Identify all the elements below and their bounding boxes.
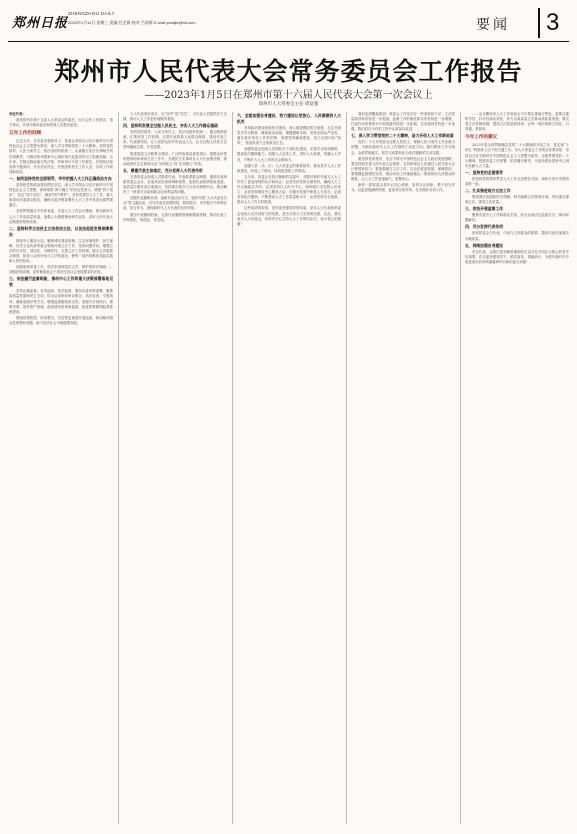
byline: 郑州市人大常委会主任 周富强 <box>258 101 319 106</box>
newspaper-name-english: ZHENGZHOU DAILY <box>68 11 115 16</box>
masthead <box>8 6 569 42</box>
section-heading: 五、尊重代表主体地位，充分发挥人大代表作用 <box>123 167 203 173</box>
section-heading: 一、始终坚持党的全面领导，牢牢把握人大工作正确政治方向 <box>9 175 112 181</box>
paragraph: 全面贯彻落实中央和省委、市委人大工作会议精神，推动新时代人大工作高质量发展，加强人大制度理论研究宣传，讲好人民代表大会制度的郑州故事。 <box>9 209 113 224</box>
section-heading: 五年工作的回顾 <box>9 131 42 137</box>
paragraph: 围绕中心服务大局，聚焦城市建设管理、生态环境保护、民生保障、历史文化传承等重点领域开展立法工作，坚持问题导向，增强立法的针对性、适用性、可操作性。完善立法工作机制，健全立法联系点制度，拓宽公众有序参与立法的途径，使每一部法规都经得起实践和人民的检验。 <box>9 238 113 264</box>
newspaper-logo: 郑州日报 <box>12 16 69 31</box>
section-heading: 一、坚持党的全面领导 <box>465 169 503 175</box>
issue-meta: 2023年1月11日 星期三 责编 任艺霖 校对 吕前辉 E-mail:yaolijie@hlt.com <box>68 20 196 25</box>
section-heading: 七、深入学习贯彻党的二十大精神，奋力开创人大工作新局面 <box>351 133 454 139</box>
paragraph: 加强与县（市、区）人大常委会的联系指导，推动县乡人大工作和建设，形成上下联动、协同推进的工作格局。 <box>237 163 341 173</box>
paragraph: 我们也清醒地看到，常委会工作还存在一些差距和不足：立法质量和效率有待进一步提高，监督工作的刚性和实效有待进一步增强，代表作用发挥的平台和渠道有待进一步拓展，自身建设有待进一步加强。我们将在今后的工作中认真加以改进。 <box>351 112 455 132</box>
paragraph: 密切常委会与代表、代表与人民群众的联系，提高代表议案建议办理质量。 <box>465 231 569 241</box>
paragraph: 过去五年，在市委坚强领导下，常委会坚持以习近平新时代中国特色社会主义思想为指导，深入学习贯彻党的二十大精神，坚持党的领导、人民当家作主、依法治国有机统一，认真履行宪法法律赋予的各项职责，为推动郑州国家中心城市现代化建设作出了积极贡献。五年来，共制定修改地方性法规，听取审议专项工作报告，开展执法检查和专题询问，作出决议决定，任免国家机关工作人员，各项工作取得新成效。 <box>9 139 113 174</box>
paragraph: 人大代表来信来访，以“民声”促“民生”，为代表人员提供有力支撑，推动人大工作更好地服务基层。 <box>123 112 227 122</box>
article-column-2 <box>123 112 227 824</box>
section-heading: 二、扎实推进地方立法工作 <box>465 188 511 194</box>
section-heading: 四、坚持和发展全过程人民民主，夯实人大工作群众基础 <box>123 123 218 129</box>
section-heading: 三、依法履行监督职能，推动中心工作和重大决策部署落地见效 <box>9 276 113 288</box>
paragraph: ……会议期间市人大工作座谈会不仅要注重地方特色，更要注重科学性、针对性和实效性，努力以高质量立法推动高质量发展。要完善立法体制机制，提高立法质量和效率，让每一部法规都立得住、行得通、真管用。 <box>465 112 569 132</box>
article-column-1 <box>9 112 113 824</box>
section-heading: 二、坚持科学立法民主立法依法立法，以良法促进发展保障善治 <box>9 225 113 237</box>
section-name: 要闻 <box>476 16 510 32</box>
paragraph: 健全代表履职档案，完善代表履职管理和激励机制，推动代表工作制度化、规范化、常态化。 <box>123 212 227 222</box>
paragraph: 党的二十大对发展全过程人民民主、保障人民当家作主作出重大部署，为做好新时代人大工作指明了前进方向。我们要深入学习领会，全面贯彻落实，把学习成果转化为依法履职的生动实践。 <box>351 140 455 155</box>
paragraph: 各位代表，让我们更加紧密地团结在以习近平同志为核心的党中央周围，在市委坚强领导下，踔厉奋发、勇毅前行，为谱写新时代中原更加出彩的绚丽篇章作出新的更大贡献！ <box>465 249 569 264</box>
article-column-4 <box>351 112 455 824</box>
paragraph: 加强备案审查工作，依法审查规范性文件，维护国家法制统一。加强法规清理，及时修改废止不适应经济社会发展要求的法规。 <box>9 265 113 275</box>
paragraph: 聚焦市委中心工作和群众关切，综合运用法定监督方式，推动问题解决。 <box>465 213 569 223</box>
paragraph: 加强常委会组成人员和机关干部队伍建设，完善学习培训制度，提高依法履职能力。加强人大宣传工作，讲好人大故事，传播人大声音，不断扩大人大工作的社会影响力。 <box>237 147 341 162</box>
paragraph: 新的一届常委会将牢记初心使命，坚持守正创新，勇于担当作为，以更加饱满的热情、更加务实的作风，扎实做好各项工作。 <box>351 183 455 193</box>
column-rule <box>460 112 461 824</box>
paragraph: 完善常委会组成人员联系代表、代表联系群众制度，邀请代表列席常委会会议、参加执法检查和调研视察，拓展代表知情知政渠道。高质量办理代表议案建议，坚持重点督办与分类办理相结合，推动解决了一批事关全局和群众切身利益的问题。 <box>123 174 227 195</box>
paragraph: 这些成绩的取得，是市委坚强领导的结果，是市人大代表和常委会组成人员共同努力的结果，是各方面大力支持的结果。在此，我代表市人大常委会，向所有关心支持人大工作的同志们，表示衷心的感谢！ <box>237 206 341 226</box>
column-rule <box>346 112 347 824</box>
page-number: 3 <box>538 8 568 38</box>
article-body <box>9 112 569 824</box>
paragraph: 围绕疫情防控、防汛救灾、灾后恢复重建开展监督，推动解决群众急难愁盼问题，助力经济社会平稳健康发展。 <box>9 315 113 325</box>
article-column-3 <box>237 112 341 824</box>
paragraph: 推进基层立法联系点建设，广泛听取基层意见建议，把群众所思所想所盼体现到立法工作中。开展民生实事项目人大代表票决制，推动政府民生实事项目由“为民做主”向“由民做主”转变。 <box>123 151 227 166</box>
paragraph: 坚持把党的政治建设摆在首位，深入学习领会习近平新时代中国特色社会主义思想，深刻领悟“两个确立”的决定性意义，增强“四个意识”、坚定“四个自信”、做到“两个维护”。坚持党领导人大工作，重大事项向市委请示报告，确保市委决策部署在人大工作中得到全面贯彻落实。 <box>9 182 113 208</box>
paragraph: 五年来，常委会在依法履职的实践中，对做好新时代地方人大工作有了更加深刻的认识和体会：必须坚持党的全面领导，确保人大工作正确政治方向；必须坚持以人民为中心，始终践行全过程人民民主；必须坚持围绕中心服务大局，在服务发展中彰显人大担当；必须坚持依法履职，不断提高人大工作质量和水平；必须坚持守正创新，推动人大工作与时俱进。 <box>237 174 341 205</box>
article-column-5 <box>465 112 569 824</box>
section-heading: 四、充分发挥代表作用 <box>465 224 503 230</box>
paragraph: 要坚持党的领导，坚定不移走中国特色社会主义政治发展道路；要坚持和完善人民代表大会制度，支持和保证人民通过人民代表大会行使国家权力；要加强地方立法工作，以良法促进发展、保障善治；要增强监督刚性实效，推动各项工作落地落实；要密切同人民群众的联系，让人大工作更接地气、更聚民心。 <box>351 156 455 182</box>
section-heading: 五、持续加强自身建设 <box>465 242 503 248</box>
paragraph: 加强代表履职培训，创新代表活动方式，组织开展“人大代表在行动”等主题活动，引导代表在疫情防控、防汛救灾、乡村振兴中冲锋在前、担当作为，展现新时代人大代表的良好形象。 <box>123 196 227 211</box>
paragraph: 围绕城市发展和民生保障，科学编制立法规划计划，突出重点领域立法，提高立法质量。 <box>465 195 569 205</box>
paragraph: 各位代表： <box>9 112 26 116</box>
column-rule <box>118 112 119 824</box>
column-rule <box>232 112 233 824</box>
paragraph: 坚持正确监督、有效监督、依法监督，紧扣市委决策部署，聚焦高质量发展和民生关切，综合运用听取审议报告、执法检查、专题询问、满意度测评等方式，增强监督刚性和实效。加强对计划执行、预算决算、国有资产管理、政府债务的审查监督，推进预算联网监督系统建设。 <box>9 289 113 314</box>
subheadline: ——2023年1月5日在郑州市第十六届人民代表大会第一次会议上 <box>144 90 433 101</box>
paragraph: 把坚持党的领导贯穿人大工作全过程各方面，始终与党中央保持高度一致。 <box>465 176 569 186</box>
headline: 郑州市人民代表大会常务委员会工作报告 <box>54 57 523 86</box>
section-heading: 三、依法开展监督工作 <box>465 206 503 212</box>
paragraph: 2023年是全面贯彻落实党的二十大精神的开局之年，是实施“十四五”规划承上启下的关键之年。市人大常委会工作的总体要求是：坚持以习近平新时代中国特色社会主义思想为指导，全面贯彻党的二十大精神，按照市委工作部署，依法履行职责，为加快建设国家中心城市贡献人大力量。 <box>465 143 569 168</box>
section-heading: 今年工作的建议 <box>465 135 498 141</box>
section-heading: 六、全面加强自身建设，努力建设让党放心、人民满意的人大机关 <box>237 113 341 124</box>
paragraph: 坚持政治建设统领机关建设，深入推进模范机关创建，扎实开展党史学习教育，锤炼政治品格，增强履职本领。坚持全面从严治党，落实意识形态工作责任制，加强党风廉政建设，持之以恒纠治“四风”，营造风清气正的政治生态。 <box>237 126 341 146</box>
paragraph: 坚持党的领导、人民当家作主、依法治国有机统一，健全吸纳民意、汇集民智工作机制，完善代表联系人民群众制度，建设代表之家、代表联络站，让人民群众的声音直达人大，让全过程人民民主在郑州落地生根、开花结果。 <box>123 130 227 150</box>
paragraph: 我受郑州市第十五届人大常委会的委托，向大会作工作报告，请予审议，并请市政协委员和列席人员提出意见。 <box>9 118 113 128</box>
